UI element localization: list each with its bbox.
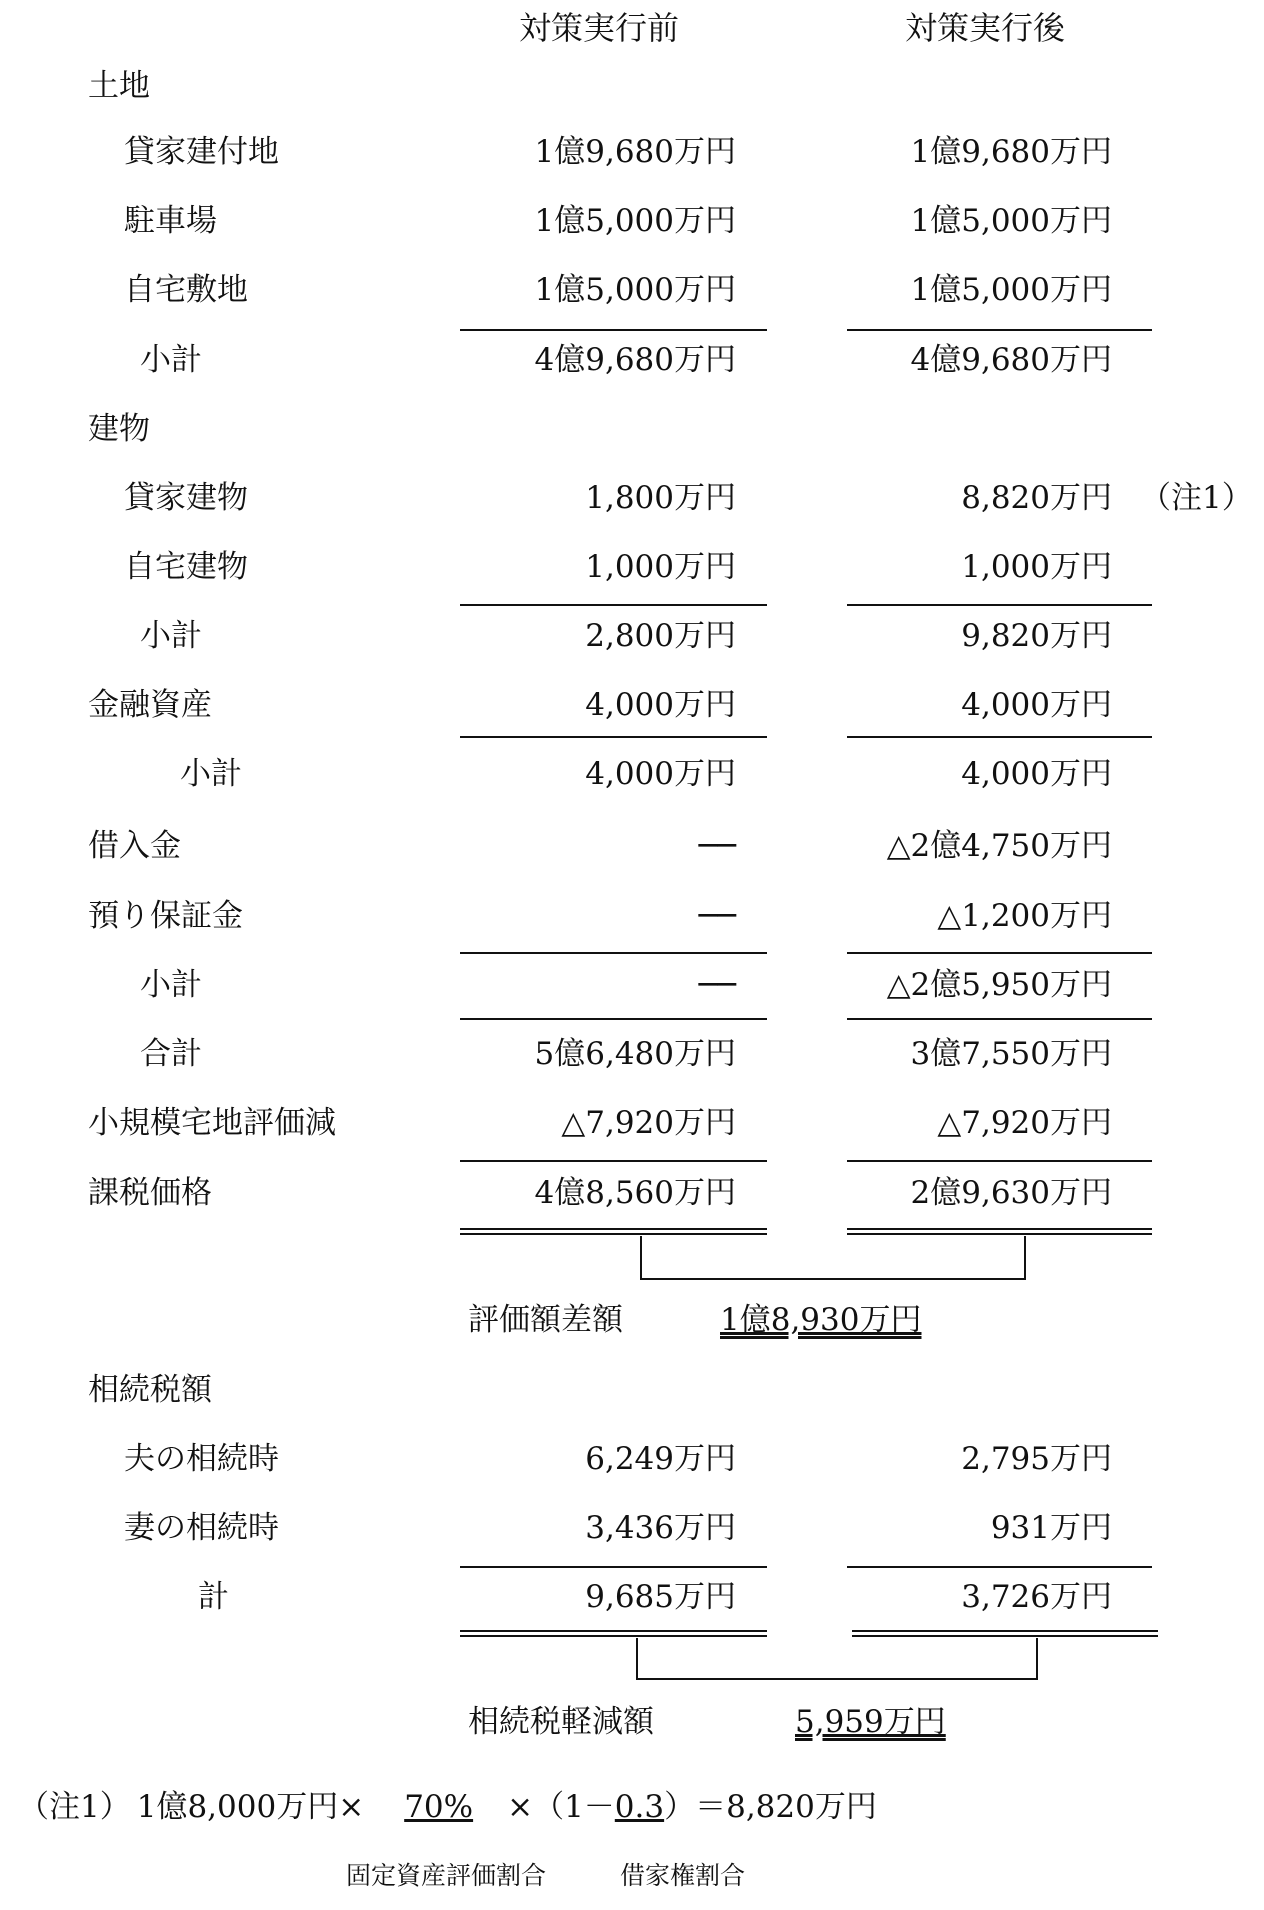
note-result: ）＝8,820万円	[664, 1789, 877, 1825]
inheritance-total-before: 9,685万円	[585, 1579, 736, 1615]
land-row-label: 貸家建付地	[124, 134, 279, 170]
building-subtotal-after: 9,820万円	[961, 618, 1112, 654]
rule-line	[847, 329, 1152, 331]
rule-line	[847, 952, 1152, 954]
double-rule	[847, 1228, 1152, 1235]
building-title: 建物	[88, 411, 150, 447]
land-subtotal-after: 4億9,680万円	[910, 342, 1112, 378]
building-row-label: 貸家建物	[124, 480, 248, 516]
liability-row-after: △1,200万円	[937, 898, 1112, 934]
total-after: 3億7,550万円	[910, 1036, 1112, 1072]
rule-line	[460, 736, 767, 738]
building-row-after: 1,000万円	[961, 549, 1112, 585]
land-subtotal-before: 4億9,680万円	[534, 342, 736, 378]
valuation-diff-value: 1億8,930万円	[720, 1302, 922, 1338]
note-ref: （注1）	[1140, 480, 1253, 516]
note-formula	[18, 1787, 877, 1827]
rule-line	[460, 1566, 767, 1568]
rule-line	[847, 1160, 1152, 1162]
land-row-after: 1億5,000万円	[910, 272, 1112, 308]
inheritance-tax-title: 相続税額	[88, 1372, 212, 1408]
building-row-after: 8,820万円	[961, 480, 1112, 516]
note-base: 1億8,000万円×	[136, 1789, 365, 1825]
land-row-before: 1億5,000万円	[534, 203, 736, 239]
note-lease: 0.3	[614, 1789, 665, 1825]
rule-line	[847, 604, 1152, 606]
liabilities-subtotal-before: ──	[698, 967, 736, 1003]
building-row-before: 1,000万円	[585, 549, 736, 585]
tax-reduction-value: 5,959万円	[795, 1704, 946, 1740]
rule-line	[460, 329, 767, 331]
inheritance-total-after: 3,726万円	[961, 1579, 1112, 1615]
building-subtotal-before: 2,800万円	[585, 618, 736, 654]
note-ratio: 70%	[404, 1789, 474, 1825]
total-label: 合計	[140, 1036, 202, 1072]
land-row-after: 1億9,680万円	[910, 134, 1112, 170]
double-rule	[460, 1228, 767, 1235]
taxable-after: 2億9,630万円	[910, 1175, 1112, 1211]
valuation-diff-label: 評価額差額	[468, 1302, 623, 1338]
land-row-label: 自宅敷地	[124, 272, 248, 308]
taxable-before: 4億8,560万円	[534, 1175, 736, 1211]
building-row-label: 自宅建物	[124, 549, 248, 585]
inheritance-row-label: 妻の相続時	[124, 1510, 279, 1546]
building-row-before: 1,800万円	[585, 480, 736, 516]
note-label-lease: 借家権割合	[620, 1861, 746, 1890]
taxable-label: 課税価格	[88, 1175, 212, 1211]
small-land-after: △7,920万円	[937, 1105, 1112, 1141]
inheritance-row-after: 2,795万円	[961, 1441, 1112, 1477]
liability-row-after: △2億4,750万円	[886, 828, 1112, 864]
land-subtotal-label: 小計	[140, 342, 202, 378]
liability-row-before: ──	[698, 898, 736, 934]
liability-row-before: ──	[698, 828, 736, 864]
rule-line	[460, 1018, 767, 1020]
total-before: 5億6,480万円	[534, 1036, 736, 1072]
note-mid: ×（1－	[507, 1789, 615, 1825]
double-rule	[852, 1630, 1158, 1637]
rule-line	[847, 1566, 1152, 1568]
rule-line	[847, 736, 1152, 738]
note-prefix: （注1）	[18, 1789, 131, 1825]
financial-subtotal-label: 小計	[180, 756, 242, 792]
small-land-before: △7,920万円	[561, 1105, 736, 1141]
inheritance-total-label: 計	[198, 1579, 229, 1615]
inheritance-row-before: 6,249万円	[585, 1441, 736, 1477]
financial-after: 4,000万円	[961, 687, 1112, 723]
land-row-before: 1億9,680万円	[534, 134, 736, 170]
financial-subtotal-after: 4,000万円	[961, 756, 1112, 792]
rule-line	[460, 1160, 767, 1162]
building-subtotal-label: 小計	[140, 618, 202, 654]
financial-title: 金融資産	[88, 687, 212, 723]
financial-subtotal-before: 4,000万円	[585, 756, 736, 792]
liabilities-subtotal-label: 小計	[140, 967, 202, 1003]
rule-line	[460, 952, 767, 954]
inheritance-row-after: 931万円	[990, 1510, 1112, 1546]
comparison-bracket	[636, 1638, 1038, 1680]
land-title: 土地	[88, 68, 150, 104]
inheritance-row-before: 3,436万円	[585, 1510, 736, 1546]
financial-before: 4,000万円	[585, 687, 736, 723]
liability-row-label: 借入金	[88, 828, 181, 864]
rule-line	[847, 1018, 1152, 1020]
land-row-label: 駐車場	[124, 203, 217, 239]
liability-row-label: 預り保証金	[88, 898, 243, 934]
rule-line	[460, 604, 767, 606]
small-land-label: 小規模宅地評価減	[88, 1105, 336, 1141]
comparison-bracket	[640, 1236, 1026, 1280]
inheritance-row-label: 夫の相続時	[124, 1441, 279, 1477]
header-before: 対策実行前	[519, 9, 680, 47]
header-after: 対策実行後	[905, 9, 1066, 47]
liabilities-subtotal-after: △2億5,950万円	[886, 967, 1112, 1003]
double-rule	[460, 1630, 767, 1637]
note-label-ratio: 固定資産評価割合	[346, 1861, 547, 1890]
tax-reduction-label: 相続税軽減額	[468, 1704, 654, 1740]
land-row-after: 1億5,000万円	[910, 203, 1112, 239]
land-row-before: 1億5,000万円	[534, 272, 736, 308]
